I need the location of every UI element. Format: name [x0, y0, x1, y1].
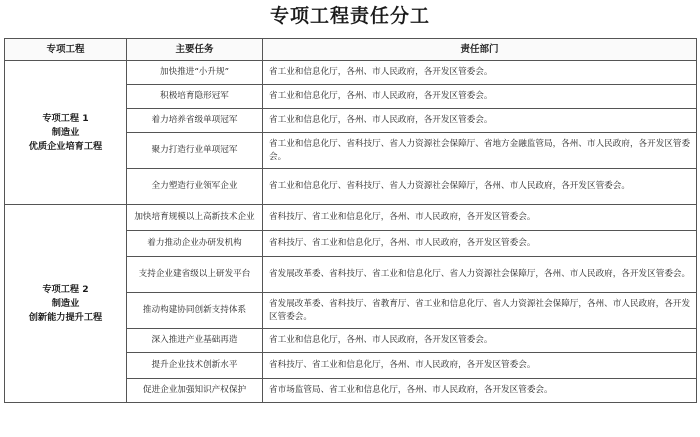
task-cell: 全力塑造行业领军企业 [127, 169, 263, 205]
department-cell: 省市场监管局、省工业和信息化厅，各州、市人民政府，各开发区管委会。 [263, 379, 697, 403]
task-cell: 加快培育规模以上高新技术企业 [127, 205, 263, 231]
header-department: 责任部门 [263, 39, 697, 61]
project-name-cell [5, 205, 127, 403]
department-cell: 省发展改革委、省科技厅、省工业和信息化厅、省人力资源社会保障厅，各州、市人民政府，各开发区管委会。 [263, 257, 697, 293]
project-name-line: 制造业 [51, 297, 80, 309]
department-cell: 省科技厅、省工业和信息化厅，各州、市人民政府，各开发区管委会。 [263, 353, 697, 379]
responsibility-table [4, 38, 697, 403]
header-project: 专项工程 [5, 39, 127, 61]
table-row [5, 205, 697, 231]
project-name-line: 制造业 [51, 126, 80, 138]
task-cell: 提升企业技术创新水平 [127, 353, 263, 379]
task-cell: 加快推进“小升规” [127, 61, 263, 85]
department-cell: 省工业和信息化厅、省科技厅、省人力资源社会保障厅，各州、市人民政府，各开发区管委会。 [263, 169, 697, 205]
header-task: 主要任务 [127, 39, 263, 61]
table-body [5, 61, 697, 403]
project-name-line: 专项工程 2 [42, 283, 89, 295]
task-cell: 支持企业建省级以上研发平台 [127, 257, 263, 293]
task-cell: 积极培育隐形冠军 [127, 85, 263, 109]
project-name-cell [5, 61, 127, 205]
task-cell: 着力培养省级单项冠军 [127, 109, 263, 133]
table-header-row [5, 39, 697, 61]
task-cell: 促进企业加强知识产权保护 [127, 379, 263, 403]
task-cell: 深入推进产业基础再造 [127, 329, 263, 353]
table-row [5, 61, 697, 85]
department-cell: 省工业和信息化厅、省科技厅、省人力资源社会保障厅、省地方金融监管局，各州、市人民政府，各开发区管委会。 [263, 133, 697, 169]
task-cell: 推动构建协同创新支持体系 [127, 293, 263, 329]
project-name-line: 专项工程 1 [42, 112, 89, 124]
department-cell: 省发展改革委、省科技厅、省教育厅、省工业和信息化厅、省人力资源社会保障厅，各州、市人民政府，各开发区管委会。 [263, 293, 697, 329]
project-name-line: 优质企业培育工程 [28, 140, 103, 152]
department-cell: 省科技厅、省工业和信息化厅，各州、市人民政府，各开发区管委会。 [263, 205, 697, 231]
department-cell: 省工业和信息化厅，各州、市人民政府，各开发区管委会。 [263, 85, 697, 109]
department-cell: 省工业和信息化厅，各州、市人民政府，各开发区管委会。 [263, 329, 697, 353]
department-cell: 省工业和信息化厅，各州、市人民政府，各开发区管委会。 [263, 109, 697, 133]
department-cell: 省工业和信息化厅，各州、市人民政府，各开发区管委会。 [263, 61, 697, 85]
project-name-line: 创新能力提升工程 [28, 311, 103, 323]
task-cell: 聚力打造行业单项冠军 [127, 133, 263, 169]
department-cell: 省科技厅、省工业和信息化厅，各州、市人民政府，各开发区管委会。 [263, 231, 697, 257]
task-cell: 着力推动企业办研发机构 [127, 231, 263, 257]
page-title: 专项工程责任分工 [269, 5, 430, 27]
